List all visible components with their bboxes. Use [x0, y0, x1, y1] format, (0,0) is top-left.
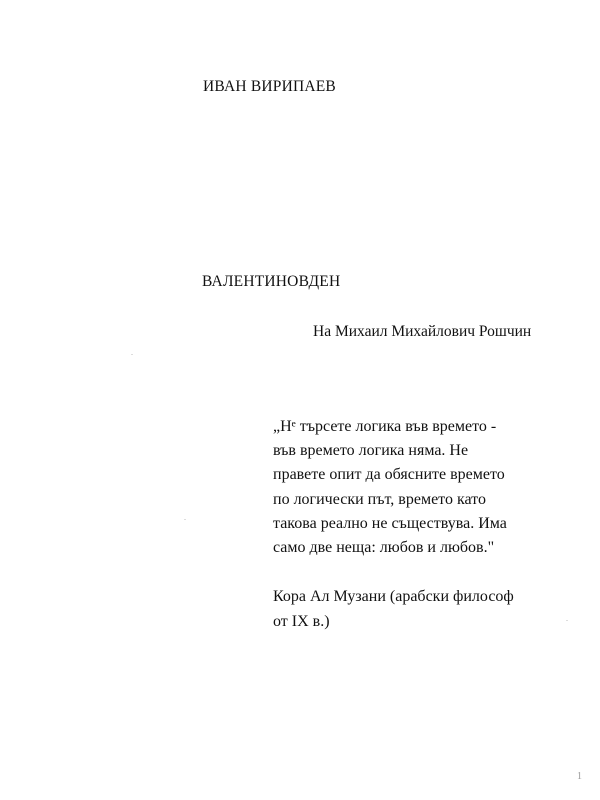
dedication: На Михаил Михайлович Рошчин: [313, 323, 532, 340]
epigraph-line: правете опит да обясните времето: [273, 466, 505, 484]
scan-speck: [184, 519, 186, 520]
scan-speck: [131, 354, 133, 355]
epigraph-line: само две неща: любов и любов.": [273, 538, 495, 556]
play-title: ВАЛЕНТИНОВДЕН: [202, 273, 341, 290]
attribution-line: от IX в.): [273, 613, 330, 630]
epigraph-line: по логически път, времето като: [273, 490, 486, 508]
attribution-line: Кора Ал Музани (арабски философ: [273, 588, 514, 605]
epigraph-line: „Нᵉ търсете логика във времето -: [273, 418, 497, 435]
author-name: ИВАН ВИРИПАЕВ: [203, 78, 336, 95]
epigraph-line: такова реално не съществува. Има: [273, 514, 507, 532]
epigraph-line: във времето логика няма. Не: [273, 442, 469, 460]
epigraph-attribution: [273, 584, 593, 634]
scan-speck: [566, 620, 568, 621]
epigraph: [273, 415, 583, 560]
page-number: 1: [577, 771, 582, 782]
